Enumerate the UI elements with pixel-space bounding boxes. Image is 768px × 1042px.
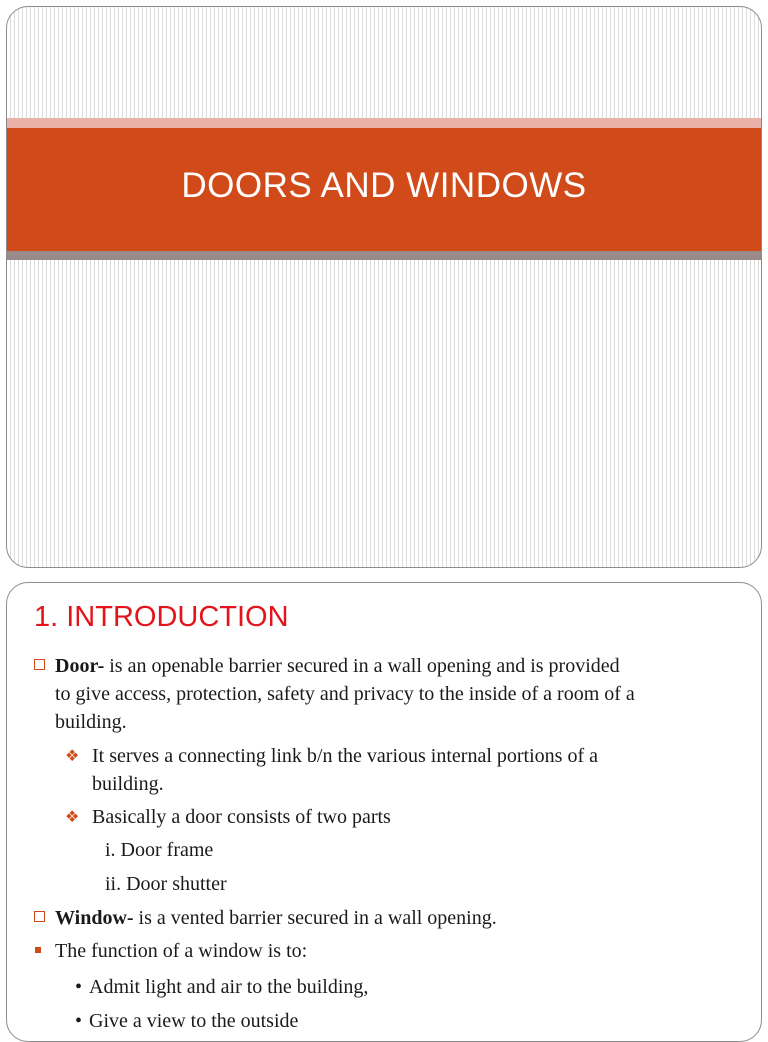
square-bullet-icon [35, 947, 41, 953]
door-definition [55, 652, 755, 736]
dot-bullet-icon: • [75, 1010, 83, 1032]
introduction-slide [6, 582, 762, 1042]
door-point-2 [65, 803, 752, 831]
square-bullet-icon [34, 911, 45, 922]
diamond-bullet-icon: ❖ [65, 807, 80, 826]
door-definition-text: is an openable barrier secured in a wall opening and is provided [104, 655, 620, 677]
title-slide [6, 6, 762, 568]
window-definition [55, 904, 755, 932]
square-bullet-icon [34, 659, 45, 670]
window-term: Window- [55, 907, 134, 929]
accent-strip-top [7, 118, 761, 128]
door-point-1-line2: building. [92, 773, 164, 795]
door-term: Door- [55, 655, 105, 677]
function-item-text: Give a view to the outside [89, 1010, 299, 1032]
accent-strip-bottom [7, 251, 761, 260]
door-point-1 [65, 742, 752, 798]
door-point-2-line1: Basically a door consists of two parts [92, 806, 391, 828]
slide-title: DOORS AND WINDOWS [181, 165, 587, 205]
door-part-1: i. Door frame [105, 839, 214, 861]
diamond-bullet-icon: ❖ [65, 746, 80, 765]
function-intro-text: The function of a window is to: [55, 940, 308, 962]
dot-bullet-icon: • [75, 976, 83, 998]
function-item [75, 1007, 299, 1035]
title-band [7, 128, 761, 251]
door-point-1-line1: It serves a connecting link b/n the various internal portions of a [92, 745, 598, 767]
function-item-text: Admit light and air to the building, [89, 976, 369, 998]
section-heading: 1. INTRODUCTION [34, 601, 289, 633]
door-part-2: ii. Door shutter [105, 873, 227, 895]
function-intro [55, 937, 307, 965]
window-definition-text: is a vented barrier secured in a wall opening. [133, 907, 497, 929]
door-definition-line3: building. [55, 711, 127, 733]
door-definition-line2: to give access, protection, safety and privacy to the inside of a room of a [55, 683, 635, 705]
function-item [75, 973, 369, 1001]
